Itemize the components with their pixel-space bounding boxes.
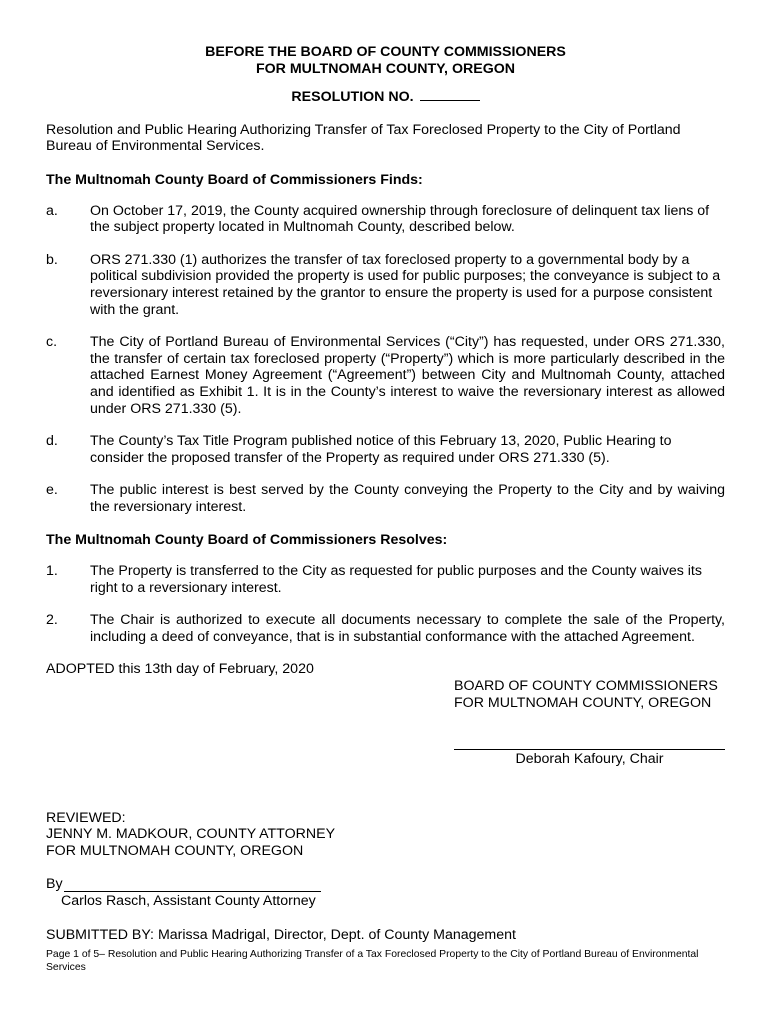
submitted-by: SUBMITTED BY: Marissa Madrigal, Director, Dept. of County Management — [46, 926, 516, 943]
finding-item — [46, 433, 725, 466]
finding-text: ORS 271.330 (1) authorizes the transfer of tax foreclosed property to a governmental body by a political subdivision provided the property is used for public purposes; the conveyance is subject to a reversionary interest retained by the grantor to ensure the property is used for a purpose consistent with the grant. — [90, 251, 721, 318]
board-header-line-2: FOR MULTNOMAH COUNTY, OREGON — [255, 60, 516, 77]
chair-name: Deborah Kafoury, Chair — [515, 751, 664, 768]
resolution-number-blank — [420, 88, 480, 101]
finding-text: The County’s Tax Title Program published notice of this February 13, 2020, Public Hearing to consider the proposed transfer of the Property as required under ORS 271.330 (5). — [90, 433, 672, 466]
attorney-name: JENNY M. MADKOUR, COUNTY ATTORNEY — [46, 826, 336, 843]
reviewer-signature-line — [64, 877, 321, 892]
resolves-title: The Multnomah County Board of Commissioners Resolves: — [46, 532, 448, 549]
finding-text: The City of Portland Bureau of Environmental Services (“City”) has requested, under ORS 271.330, the transfer of certain tax foreclosed property (“Property”) which is more particularly described in the attached Earnest Money Agreement (“Agreement”) between City and Multnomah County, attached and identified as Exhibit 1. It is in the County’s interest to waive the reversionary interest as allowed under ORS 271.330 (5). — [90, 334, 725, 417]
board-header-line-1: BEFORE THE BOARD OF COUNTY COMMISSIONERS — [205, 44, 566, 60]
resolve-item — [46, 612, 725, 645]
finding-text: On October 17, 2019, the County acquired ownership through foreclosure of delinquent tax liens of the subject property located in Multnomah County, described below. — [90, 202, 710, 236]
resolution-intro: Resolution and Public Hearing Authorizing Transfer of Tax Foreclosed Property to the City of Portland Bureau of Environmental Services. — [46, 121, 681, 155]
by-label: By — [46, 875, 63, 892]
finding-item — [46, 203, 725, 236]
resolve-label: 1. — [46, 563, 58, 580]
resolve-text: The Property is transferred to the City as requested for public purposes and the County waives its right to a reversionary interest. — [90, 563, 702, 596]
finding-label: e. — [46, 482, 58, 499]
findings-list — [46, 203, 725, 516]
chair-signature-line — [454, 749, 725, 750]
reviewer-signature-row — [46, 876, 725, 893]
finding-text: The public interest is best served by the County conveying the Property to the City and by waiving the reversionary interest. — [90, 482, 725, 515]
resolve-text: The Chair is authorized to execute all documents necessary to complete the sale of the Property, including a deed of conveyance, that is in substantial conformance with the attached Agreement. — [90, 612, 725, 645]
resolve-item — [46, 563, 725, 596]
reviewed-block — [46, 810, 725, 860]
finding-label: a. — [46, 202, 58, 219]
board-signature-block — [454, 678, 725, 711]
reviewer-name: Carlos Rasch, Assistant County Attorney — [61, 893, 316, 910]
finding-item — [46, 252, 725, 318]
findings-title: The Multnomah County Board of Commissioners Finds: — [46, 171, 423, 188]
board-name-line-2: FOR MULTNOMAH COUNTY, OREGON — [454, 694, 712, 711]
attorney-county: FOR MULTNOMAH COUNTY, OREGON — [46, 843, 304, 859]
finding-label: c. — [46, 334, 58, 351]
finding-item — [46, 482, 725, 515]
page-footer: Page 1 of 5– Resolution and Public Hearing Authorizing Transfer of a Tax Foreclosed Property to the City of Portland Bureau of Environmental Services — [46, 949, 699, 973]
resolves-list — [46, 563, 725, 645]
reviewed-label: REVIEWED: — [46, 809, 126, 826]
board-name-line-1: BOARD OF COUNTY COMMISSIONERS — [454, 678, 718, 695]
resolution-number-line — [46, 88, 725, 106]
finding-label: d. — [46, 433, 58, 450]
finding-label: b. — [46, 251, 58, 268]
resolution-label: RESOLUTION NO. — [291, 89, 414, 106]
finding-item — [46, 334, 725, 417]
adopted-date: ADOPTED this 13th day of February, 2020 — [46, 661, 314, 678]
resolve-label: 2. — [46, 612, 58, 629]
